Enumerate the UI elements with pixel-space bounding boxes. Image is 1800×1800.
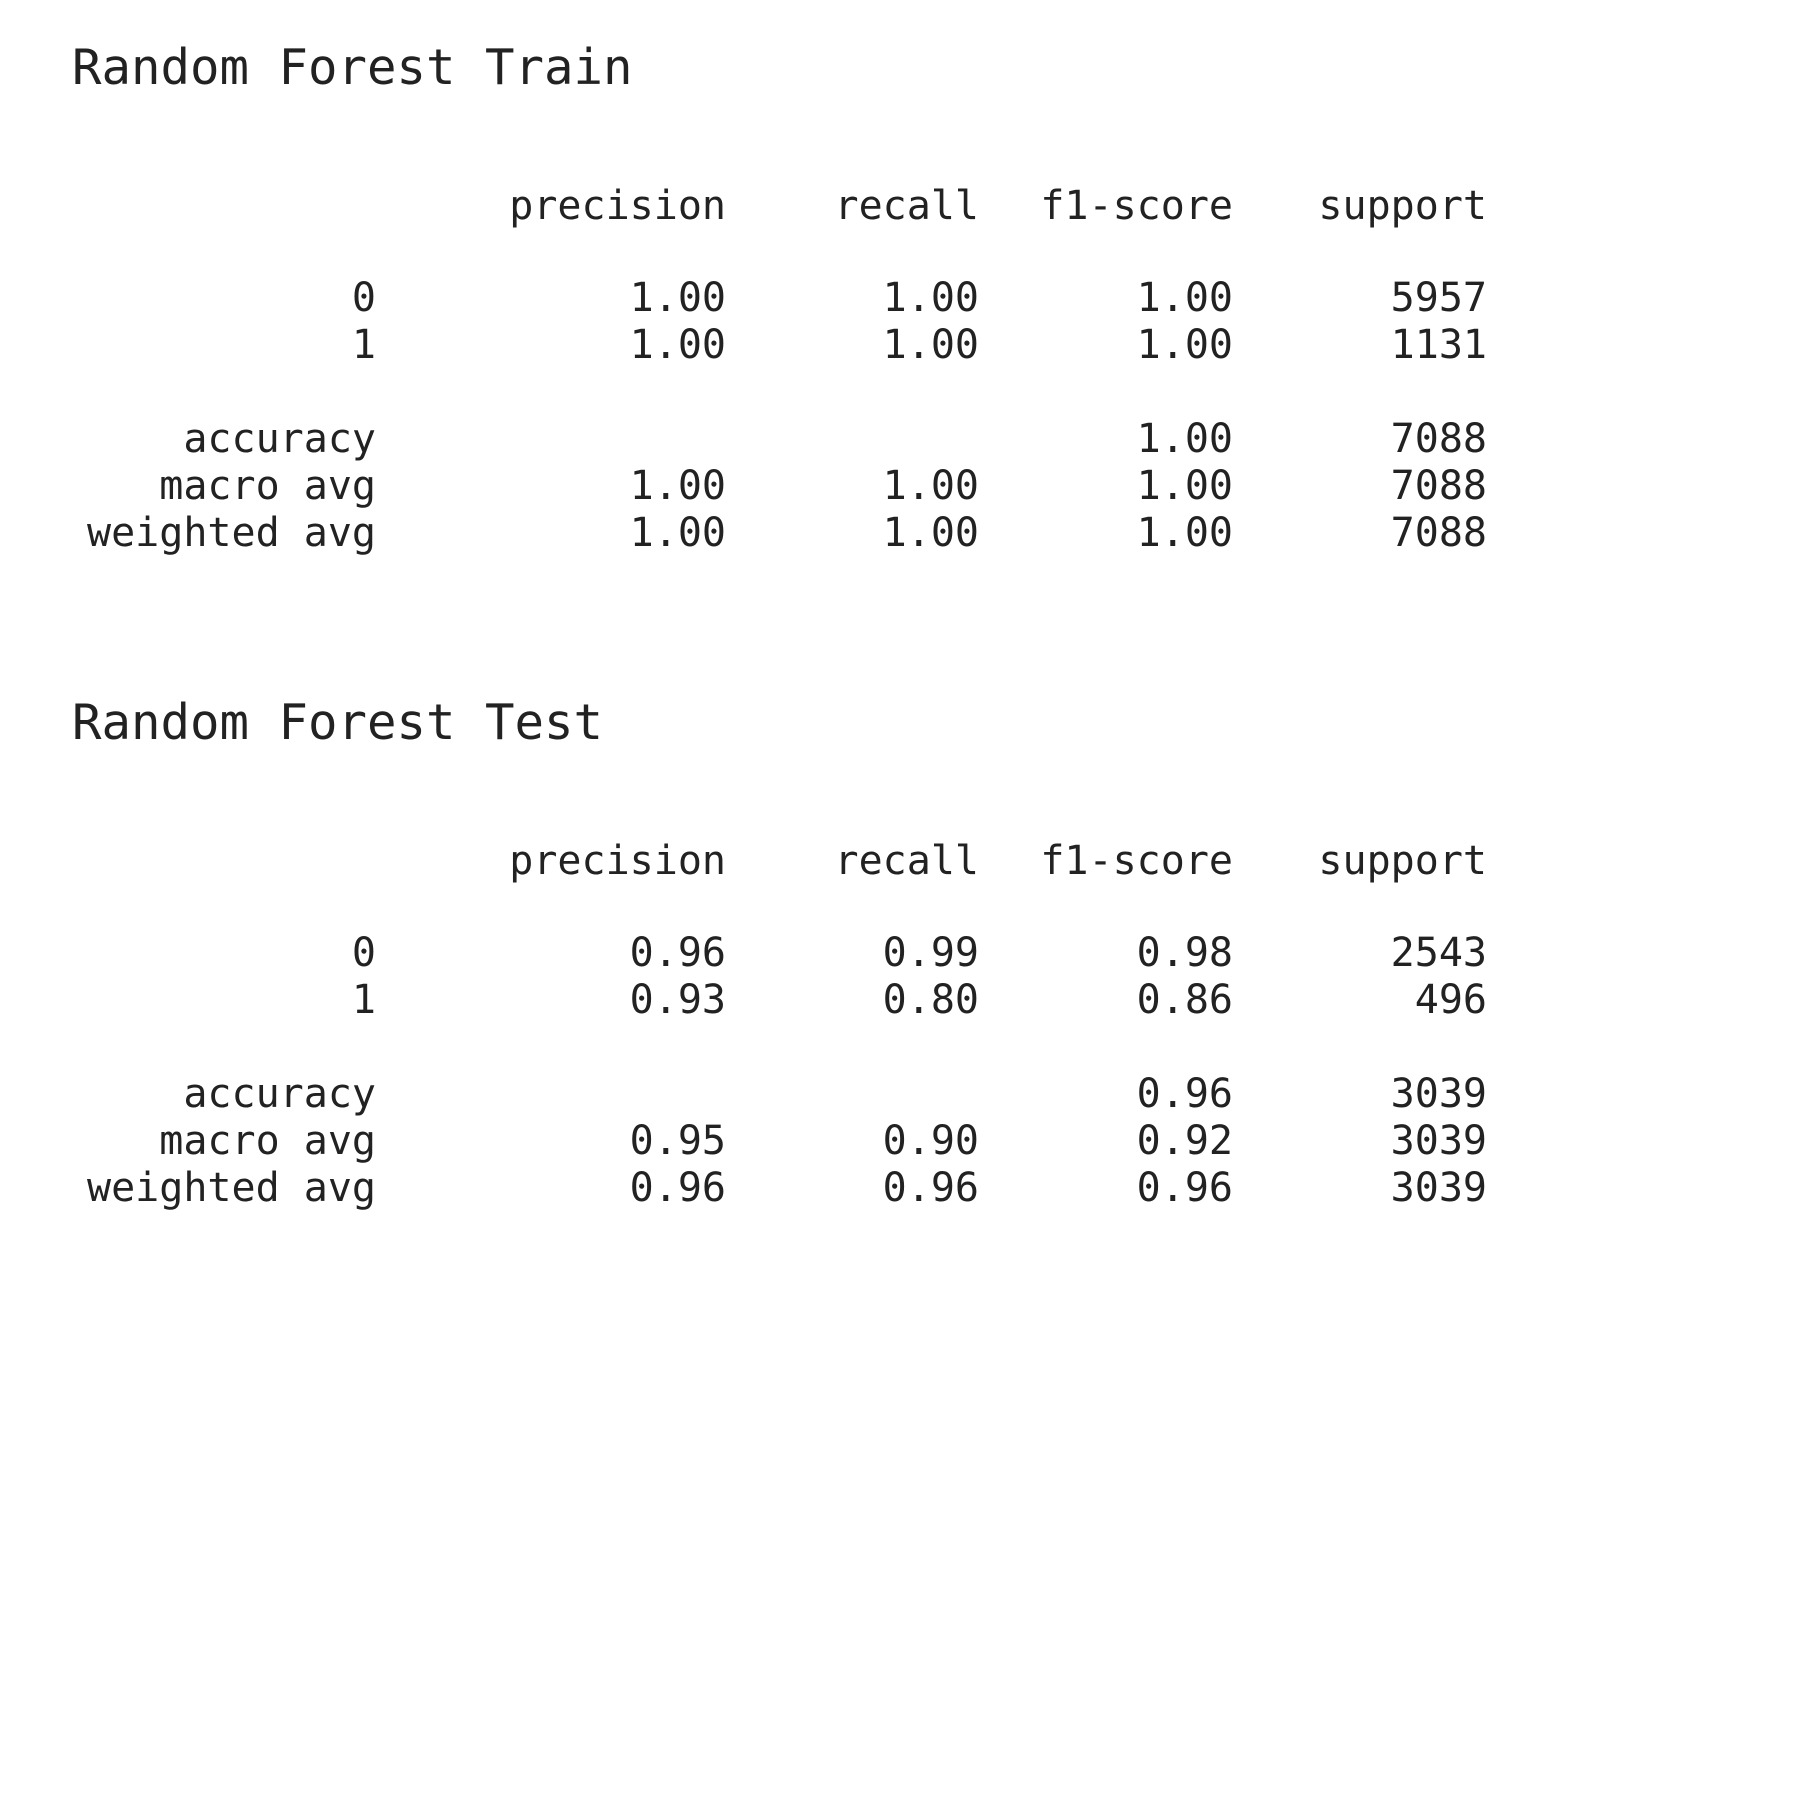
test-report (72, 693, 1487, 1212)
table-row-class-1 (72, 322, 1487, 369)
support-value: 3039 (1390, 1071, 1487, 1117)
classification-table (72, 838, 1487, 1212)
column-header-support: support (1318, 183, 1487, 229)
table-row-accuracy (72, 1071, 1487, 1118)
support-value: 7088 (1390, 463, 1487, 509)
column-header-recall: recall (834, 838, 979, 884)
precision-value: 0.96 (629, 1165, 726, 1211)
precision-value: 0.95 (629, 1118, 726, 1164)
table-row-accuracy (72, 416, 1487, 463)
row-label: 0 (351, 930, 376, 976)
f1-score-value: 0.92 (1136, 1118, 1233, 1164)
f1-score-value: 1.00 (1136, 463, 1233, 509)
row-label: 1 (351, 977, 376, 1023)
recall-value: 1.00 (882, 463, 979, 509)
precision-value: 0.93 (629, 977, 726, 1023)
column-header-recall: recall (834, 183, 979, 229)
recall-value: 0.80 (882, 977, 979, 1023)
table-header-row (72, 183, 1487, 230)
f1-score-value: 0.86 (1136, 977, 1233, 1023)
precision-value: 1.00 (629, 510, 726, 556)
table-row-class-1 (72, 977, 1487, 1024)
support-value: 3039 (1390, 1118, 1487, 1164)
recall-value: 1.00 (882, 275, 979, 321)
recall-value: 0.99 (882, 930, 979, 976)
precision-value: 1.00 (629, 463, 726, 509)
support-value: 7088 (1390, 510, 1487, 556)
f1-score-value: 1.00 (1136, 416, 1233, 462)
row-label: weighted avg (87, 1165, 376, 1211)
row-label: accuracy (183, 416, 376, 462)
f1-score-value: 1.00 (1136, 510, 1233, 556)
row-label: 0 (351, 275, 376, 321)
support-value: 5957 (1390, 275, 1487, 321)
f1-score-value: 1.00 (1136, 275, 1233, 321)
support-value: 496 (1414, 977, 1487, 1023)
column-header-support: support (1318, 838, 1487, 884)
precision-value: 0.96 (629, 930, 726, 976)
report-title: Random Forest Train (72, 39, 633, 96)
f1-score-value: 1.00 (1136, 322, 1233, 368)
recall-value: 1.00 (882, 322, 979, 368)
recall-value: 0.96 (882, 1165, 979, 1211)
f1-score-value: 0.98 (1136, 930, 1233, 976)
support-value: 7088 (1390, 416, 1487, 462)
report-title: Random Forest Test (72, 694, 604, 751)
table-row-macro-avg (72, 1118, 1487, 1165)
table-row-weighted-avg (72, 1165, 1487, 1212)
precision-value: 1.00 (629, 322, 726, 368)
support-value: 1131 (1390, 322, 1487, 368)
column-header-precision: precision (509, 183, 726, 229)
table-row-weighted-avg (72, 510, 1487, 557)
row-label: macro avg (159, 1118, 376, 1164)
recall-value: 1.00 (882, 510, 979, 556)
table-row-macro-avg (72, 463, 1487, 510)
row-label: macro avg (159, 463, 376, 509)
row-label: weighted avg (87, 510, 376, 556)
column-header-f1-score: f1-score (1040, 838, 1233, 884)
column-header-precision: precision (509, 838, 726, 884)
row-label: 1 (351, 322, 376, 368)
table-row-class-0 (72, 930, 1487, 977)
recall-value: 0.90 (882, 1118, 979, 1164)
precision-value: 1.00 (629, 275, 726, 321)
f1-score-value: 0.96 (1136, 1071, 1233, 1117)
support-value: 2543 (1390, 930, 1487, 976)
table-row-class-0 (72, 275, 1487, 322)
support-value: 3039 (1390, 1165, 1487, 1211)
column-header-f1-score: f1-score (1040, 183, 1233, 229)
f1-score-value: 0.96 (1136, 1165, 1233, 1211)
table-header-row (72, 838, 1487, 885)
classification-table (72, 183, 1487, 557)
train-report (72, 38, 1487, 557)
row-label: accuracy (183, 1071, 376, 1117)
